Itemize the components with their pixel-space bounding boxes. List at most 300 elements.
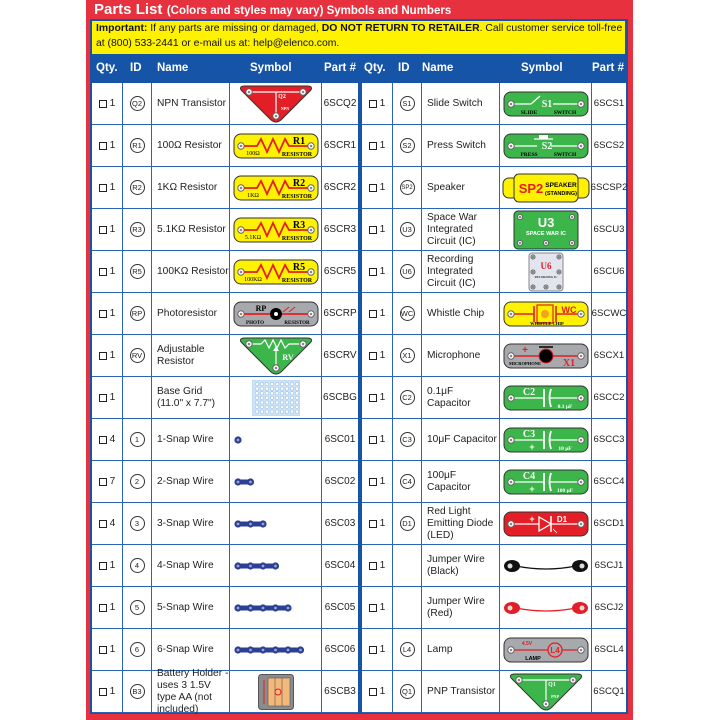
name-cell bbox=[422, 251, 500, 292]
symbol-cell bbox=[230, 83, 322, 124]
snap-wire-1-icon bbox=[234, 435, 322, 445]
notice-label: Important: bbox=[96, 23, 148, 34]
header-symbol-right: Symbol bbox=[521, 62, 563, 74]
table-row-right-6scc2 bbox=[362, 377, 626, 419]
part-id-badge: SP2 bbox=[400, 180, 415, 195]
title-subtitle: (Colors and styles may vary) Symbols and Numbers bbox=[166, 5, 452, 17]
snap-wire-2-icon bbox=[234, 477, 322, 487]
part-number: 6SCR1 bbox=[323, 140, 357, 151]
svg-text:SPACE WAR IC: SPACE WAR IC bbox=[525, 230, 566, 237]
slide-switch-green-icon bbox=[503, 91, 589, 117]
checkbox-icon[interactable] bbox=[369, 436, 377, 444]
qty-value: 1 bbox=[109, 266, 116, 277]
snap-wire-6-icon bbox=[234, 645, 322, 655]
svg-text:RESISTOR: RESISTOR bbox=[281, 277, 312, 284]
svg-text:100Ω: 100Ω bbox=[245, 150, 260, 157]
speaker-yellow-icon bbox=[502, 173, 590, 203]
name-cell bbox=[422, 629, 500, 670]
id-cell bbox=[393, 251, 422, 292]
symbol-cell bbox=[500, 125, 592, 166]
table-row-left-6sc05 bbox=[92, 587, 358, 629]
id-cell bbox=[393, 587, 422, 628]
checkbox-icon[interactable] bbox=[369, 184, 377, 192]
svg-text:+: + bbox=[528, 483, 535, 494]
table-row-right-6scc4 bbox=[362, 461, 626, 503]
part-id-badge: S2 bbox=[400, 138, 415, 153]
checkbox-icon[interactable] bbox=[99, 562, 107, 570]
svg-text:PRESS: PRESS bbox=[519, 151, 538, 158]
qty-value: 1 bbox=[109, 350, 116, 361]
part-number-cell bbox=[322, 587, 358, 628]
qty-cell bbox=[92, 209, 123, 250]
symbol-cell bbox=[230, 587, 322, 628]
id-cell bbox=[393, 335, 422, 376]
checkbox-icon[interactable] bbox=[99, 184, 107, 192]
part-name: 4-Snap Wire bbox=[157, 559, 214, 571]
id-cell bbox=[123, 125, 152, 166]
part-name: NPN Transistor bbox=[157, 97, 227, 109]
name-cell bbox=[152, 167, 230, 208]
svg-text:R2: R2 bbox=[292, 177, 305, 189]
part-id-badge: C4 bbox=[400, 474, 415, 489]
checkbox-icon[interactable] bbox=[369, 520, 377, 528]
part-number: 6SCR2 bbox=[323, 182, 357, 193]
table-row-right-6scj1 bbox=[362, 545, 626, 587]
qty-cell bbox=[92, 461, 123, 502]
checkbox-icon[interactable] bbox=[369, 352, 377, 360]
lamp-gray-icon bbox=[503, 637, 589, 663]
qty-cell bbox=[362, 629, 393, 670]
qty-value: 1 bbox=[379, 350, 386, 361]
qty-cell bbox=[92, 419, 123, 460]
checkbox-icon[interactable] bbox=[99, 436, 107, 444]
qty-value: 1 bbox=[379, 476, 386, 487]
svg-text:RV: RV bbox=[281, 352, 294, 362]
symbol-cell bbox=[500, 545, 592, 586]
snap-wire-5-icon bbox=[234, 603, 322, 613]
part-name: 1KΩ Resistor bbox=[157, 181, 218, 193]
checkbox-icon[interactable] bbox=[369, 226, 377, 234]
checkbox-icon[interactable] bbox=[369, 100, 377, 108]
checkbox-icon[interactable] bbox=[99, 352, 107, 360]
qty-value: 1 bbox=[109, 602, 116, 613]
symbol-cell bbox=[230, 167, 322, 208]
svg-text:RP: RP bbox=[255, 303, 266, 313]
qty-value: 1 bbox=[379, 602, 386, 613]
part-id-badge: L4 bbox=[400, 642, 415, 657]
checkbox-icon[interactable] bbox=[369, 646, 377, 654]
part-name: 1-Snap Wire bbox=[157, 433, 214, 445]
name-cell bbox=[422, 503, 500, 544]
qty-cell bbox=[362, 209, 393, 250]
svg-text:+: + bbox=[521, 344, 528, 356]
qty-cell bbox=[362, 461, 393, 502]
name-cell bbox=[152, 629, 230, 670]
checkbox-icon[interactable] bbox=[99, 226, 107, 234]
name-cell bbox=[422, 125, 500, 166]
svg-text:U6: U6 bbox=[540, 260, 551, 271]
qty-value: 1 bbox=[379, 224, 386, 235]
qty-value: 1 bbox=[379, 644, 386, 655]
table-row-right-6scc3 bbox=[362, 419, 626, 461]
id-cell bbox=[393, 209, 422, 250]
part-number: 6SCRP bbox=[323, 308, 357, 319]
whistle-chip-yellow-icon bbox=[503, 301, 589, 327]
svg-text:PNP: PNP bbox=[550, 693, 559, 699]
qty-value: 1 bbox=[109, 686, 116, 697]
svg-text:U3: U3 bbox=[537, 214, 554, 230]
name-cell bbox=[422, 335, 500, 376]
svg-text:C4: C4 bbox=[522, 470, 535, 482]
ic-green-icon bbox=[513, 210, 579, 250]
part-number-cell bbox=[592, 209, 626, 250]
svg-text:RESISTOR: RESISTOR bbox=[281, 235, 312, 242]
svg-text:SWITCH: SWITCH bbox=[553, 109, 576, 116]
checkbox-icon[interactable] bbox=[369, 688, 377, 696]
capacitor-green-polar-icon bbox=[503, 427, 589, 453]
checkbox-icon[interactable] bbox=[99, 310, 107, 318]
id-cell bbox=[123, 377, 152, 418]
part-name: Adjustable Resistor bbox=[157, 343, 205, 367]
id-cell bbox=[123, 545, 152, 586]
qty-value: 1 bbox=[379, 686, 386, 697]
resistor-yellow-icon bbox=[233, 133, 319, 159]
part-name: Microphone bbox=[427, 349, 481, 361]
name-cell bbox=[422, 545, 500, 586]
id-cell bbox=[393, 629, 422, 670]
qty-value: 1 bbox=[379, 392, 386, 403]
snap-wire-4-icon bbox=[234, 561, 322, 571]
name-cell bbox=[152, 209, 230, 250]
qty-value: 1 bbox=[109, 224, 116, 235]
name-cell bbox=[422, 209, 500, 250]
part-number-cell bbox=[322, 671, 358, 712]
table-row-left-6sc03 bbox=[92, 503, 358, 545]
name-cell bbox=[422, 419, 500, 460]
qty-cell bbox=[362, 545, 393, 586]
id-cell bbox=[123, 461, 152, 502]
id-cell bbox=[123, 503, 152, 544]
qty-cell bbox=[92, 335, 123, 376]
checkbox-icon[interactable] bbox=[369, 604, 377, 612]
part-number-cell bbox=[592, 293, 626, 334]
resistor-yellow-icon bbox=[233, 259, 319, 285]
svg-text:RESISTOR: RESISTOR bbox=[281, 193, 312, 200]
part-name: Base Grid (11.0" x 7.7") bbox=[157, 385, 216, 409]
id-cell bbox=[123, 335, 152, 376]
checkbox-icon[interactable] bbox=[99, 394, 107, 402]
part-number: 6SC04 bbox=[324, 560, 356, 571]
id-cell bbox=[123, 209, 152, 250]
svg-text:SPEAKER: SPEAKER bbox=[544, 181, 577, 189]
table-row-left-6scr3 bbox=[92, 209, 358, 251]
id-cell bbox=[123, 419, 152, 460]
symbol-cell bbox=[230, 671, 322, 712]
header-qty: Qty. bbox=[96, 62, 118, 74]
part-number-cell bbox=[322, 629, 358, 670]
microphone-gray-icon bbox=[503, 343, 589, 369]
name-cell bbox=[152, 83, 230, 124]
qty-cell bbox=[362, 503, 393, 544]
table-header bbox=[90, 55, 628, 82]
checkbox-icon[interactable] bbox=[99, 688, 107, 696]
checkbox-icon[interactable] bbox=[99, 142, 107, 150]
qty-value: 1 bbox=[379, 140, 386, 151]
adjustable-resistor-green-icon bbox=[237, 336, 315, 376]
part-id-badge: Q1 bbox=[400, 684, 415, 699]
header-part: Part # bbox=[324, 62, 356, 74]
part-number-cell bbox=[592, 125, 626, 166]
part-id-badge: C2 bbox=[400, 390, 415, 405]
part-number: 6SCS2 bbox=[593, 140, 625, 151]
svg-text:L4: L4 bbox=[549, 645, 560, 655]
part-id-badge: C3 bbox=[400, 432, 415, 447]
notice-emphasis: DO NOT RETURN TO RETAILER bbox=[321, 23, 480, 34]
table-row-left-6scr1 bbox=[92, 125, 358, 167]
table-row-left-6scrp bbox=[92, 293, 358, 335]
header-part-right: Part # bbox=[592, 62, 624, 74]
qty-value: 4 bbox=[109, 434, 116, 445]
part-number-cell bbox=[592, 251, 626, 292]
part-number: 6SCR5 bbox=[323, 266, 357, 277]
qty-cell bbox=[92, 125, 123, 166]
qty-cell bbox=[362, 587, 393, 628]
resistor-yellow-icon bbox=[233, 175, 319, 201]
svg-text:LAMP: LAMP bbox=[524, 655, 541, 662]
table-row-right-6scj2 bbox=[362, 587, 626, 629]
part-id-badge: R1 bbox=[130, 138, 145, 153]
id-cell bbox=[393, 419, 422, 460]
table-row-right-6scs1 bbox=[362, 83, 626, 125]
part-number-cell bbox=[322, 461, 358, 502]
symbol-cell bbox=[230, 293, 322, 334]
table-row-left-6scr2 bbox=[92, 167, 358, 209]
qty-value: 1 bbox=[109, 644, 116, 655]
header-qty-right: Qty. bbox=[364, 62, 386, 74]
part-id-badge: RV bbox=[130, 348, 145, 363]
jumper-red-icon bbox=[502, 598, 590, 618]
qty-value: 1 bbox=[379, 98, 386, 109]
symbol-cell bbox=[500, 83, 592, 124]
symbol-cell bbox=[500, 251, 592, 292]
symbol-cell bbox=[230, 251, 322, 292]
part-number-cell bbox=[592, 167, 626, 208]
part-id-badge: Q2 bbox=[130, 96, 145, 111]
name-cell bbox=[422, 671, 500, 712]
part-id-badge: WC bbox=[400, 306, 415, 321]
table-row-right-6scs2 bbox=[362, 125, 626, 167]
symbol-cell bbox=[230, 419, 322, 460]
svg-text:(STANDING): (STANDING) bbox=[544, 190, 577, 197]
table-row-left-6scq2 bbox=[92, 83, 358, 125]
name-cell bbox=[152, 377, 230, 418]
name-cell bbox=[422, 587, 500, 628]
part-number: 6SC05 bbox=[324, 602, 356, 613]
checkbox-icon[interactable] bbox=[369, 394, 377, 402]
header-id-right: ID bbox=[398, 62, 410, 74]
part-name: 100Ω Resistor bbox=[157, 139, 222, 151]
parts-panel bbox=[90, 19, 628, 714]
part-name: Lamp bbox=[427, 643, 453, 655]
table-row-right-6scwc bbox=[362, 293, 626, 335]
id-cell bbox=[123, 587, 152, 628]
checkbox-icon[interactable] bbox=[369, 562, 377, 570]
checkbox-icon[interactable] bbox=[99, 646, 107, 654]
svg-text:S1: S1 bbox=[541, 98, 552, 110]
svg-text:R5: R5 bbox=[292, 261, 305, 273]
checkbox-icon[interactable] bbox=[369, 142, 377, 150]
part-id-badge: RP bbox=[130, 306, 145, 321]
part-number-cell bbox=[592, 545, 626, 586]
part-number-cell bbox=[322, 125, 358, 166]
qty-cell bbox=[362, 419, 393, 460]
part-number-cell bbox=[592, 629, 626, 670]
part-number-cell bbox=[592, 461, 626, 502]
part-id-badge: D1 bbox=[400, 516, 415, 531]
checkbox-icon[interactable] bbox=[99, 604, 107, 612]
part-name: 10μF Capacitor bbox=[427, 433, 497, 445]
qty-cell bbox=[92, 83, 123, 124]
symbol-cell bbox=[500, 503, 592, 544]
qty-value: 1 bbox=[109, 392, 116, 403]
notice-text: If any parts are missing or damaged, bbox=[147, 23, 322, 34]
qty-cell bbox=[362, 125, 393, 166]
id-cell bbox=[393, 671, 422, 712]
name-cell bbox=[152, 587, 230, 628]
table-row-right-6scl4 bbox=[362, 629, 626, 671]
qty-cell bbox=[92, 377, 123, 418]
svg-text:S2: S2 bbox=[541, 140, 552, 152]
svg-text:RECORDING IC: RECORDING IC bbox=[534, 274, 557, 279]
part-number: 6SC01 bbox=[324, 434, 356, 445]
id-cell bbox=[393, 167, 422, 208]
qty-cell bbox=[92, 167, 123, 208]
checkbox-icon[interactable] bbox=[369, 310, 377, 318]
qty-value: 1 bbox=[379, 266, 386, 277]
table-row-right-6scx1 bbox=[362, 335, 626, 377]
part-id-badge: 2 bbox=[130, 474, 145, 489]
part-number: 6SCS1 bbox=[593, 98, 625, 109]
svg-text:RESISTOR: RESISTOR bbox=[281, 151, 312, 158]
part-number: 6SCL4 bbox=[594, 644, 624, 655]
table-row-right-6scsp2 bbox=[362, 167, 626, 209]
parts-table bbox=[92, 83, 626, 713]
qty-cell bbox=[92, 671, 123, 712]
part-number: 6SCX1 bbox=[593, 350, 625, 361]
id-cell bbox=[393, 503, 422, 544]
jumper-black-icon bbox=[502, 556, 590, 576]
table-row-left-6sc04 bbox=[92, 545, 358, 587]
checkbox-icon[interactable] bbox=[99, 478, 107, 486]
part-name: Red Light Emitting Diode (LED) bbox=[427, 505, 494, 541]
resistor-yellow-icon bbox=[233, 217, 319, 243]
table-row-right-6scd1 bbox=[362, 503, 626, 545]
table-row-right-6scu3 bbox=[362, 209, 626, 251]
qty-value: 1 bbox=[379, 182, 386, 193]
part-number: 6SCJ2 bbox=[594, 602, 624, 613]
capacitor-green-polar-icon bbox=[503, 469, 589, 495]
part-id-badge: 1 bbox=[130, 432, 145, 447]
svg-text:5.1KΩ: 5.1KΩ bbox=[244, 234, 261, 241]
part-id-badge: 4 bbox=[130, 558, 145, 573]
part-name: Slide Switch bbox=[427, 97, 483, 109]
symbol-cell bbox=[230, 335, 322, 376]
part-name: 100KΩ Resistor bbox=[157, 265, 229, 277]
qty-cell bbox=[362, 167, 393, 208]
symbol-cell bbox=[500, 419, 592, 460]
name-cell bbox=[422, 293, 500, 334]
table-row-left-6sc01 bbox=[92, 419, 358, 461]
qty-cell bbox=[92, 251, 123, 292]
svg-text:4.5V: 4.5V bbox=[521, 640, 532, 647]
symbol-cell bbox=[230, 377, 322, 418]
id-cell bbox=[123, 83, 152, 124]
part-name: 5.1KΩ Resistor bbox=[157, 223, 226, 235]
svg-text:MICROPHONE: MICROPHONE bbox=[508, 360, 541, 366]
svg-text:D1: D1 bbox=[556, 514, 567, 524]
checkbox-icon[interactable] bbox=[99, 520, 107, 528]
svg-text:C2: C2 bbox=[522, 386, 535, 398]
name-cell bbox=[422, 461, 500, 502]
table-row-left-6scr5 bbox=[92, 251, 358, 293]
part-number-cell bbox=[322, 251, 358, 292]
symbol-cell bbox=[500, 587, 592, 628]
part-id-badge: 3 bbox=[130, 516, 145, 531]
svg-text:R3: R3 bbox=[292, 219, 305, 231]
part-number-cell bbox=[592, 419, 626, 460]
svg-text:1KΩ: 1KΩ bbox=[246, 192, 259, 199]
id-cell bbox=[393, 83, 422, 124]
symbol-cell bbox=[230, 125, 322, 166]
part-id-badge: 5 bbox=[130, 600, 145, 615]
svg-text:Q1: Q1 bbox=[547, 681, 556, 688]
checkbox-icon[interactable] bbox=[99, 268, 107, 276]
parts-column-left bbox=[92, 83, 358, 713]
checkbox-icon[interactable] bbox=[99, 100, 107, 108]
svg-text:SP2: SP2 bbox=[518, 180, 543, 196]
part-number-cell bbox=[592, 83, 626, 124]
table-row-left-6scrv bbox=[92, 335, 358, 377]
npn-transistor-red-icon bbox=[237, 84, 315, 124]
id-cell bbox=[123, 251, 152, 292]
checkbox-icon[interactable] bbox=[369, 478, 377, 486]
part-name: 5-Snap Wire bbox=[157, 601, 214, 613]
part-number: 6SCC4 bbox=[593, 476, 625, 487]
part-number-cell bbox=[322, 335, 358, 376]
part-name: 100μF Capacitor bbox=[427, 469, 471, 493]
part-id-badge: R2 bbox=[130, 180, 145, 195]
id-cell bbox=[393, 293, 422, 334]
name-cell bbox=[152, 667, 230, 715]
pnp-transistor-green-icon bbox=[507, 672, 585, 712]
part-number: 6SCB3 bbox=[324, 686, 356, 697]
part-number-cell bbox=[322, 209, 358, 250]
part-name: Space War Integrated Circuit (IC) bbox=[427, 211, 478, 247]
qty-cell bbox=[92, 293, 123, 334]
table-row-left-6sc02 bbox=[92, 461, 358, 503]
base-grid-icon bbox=[252, 380, 300, 416]
part-number-cell bbox=[592, 671, 626, 712]
qty-value: 1 bbox=[379, 518, 386, 529]
part-id-badge: U3 bbox=[400, 222, 415, 237]
svg-text:X1: X1 bbox=[562, 357, 575, 369]
symbol-cell bbox=[230, 545, 322, 586]
qty-value: 1 bbox=[379, 308, 386, 319]
qty-value: 1 bbox=[379, 560, 386, 571]
table-row-right-6scu6 bbox=[362, 251, 626, 293]
name-cell bbox=[152, 335, 230, 376]
checkbox-icon[interactable] bbox=[369, 268, 377, 276]
